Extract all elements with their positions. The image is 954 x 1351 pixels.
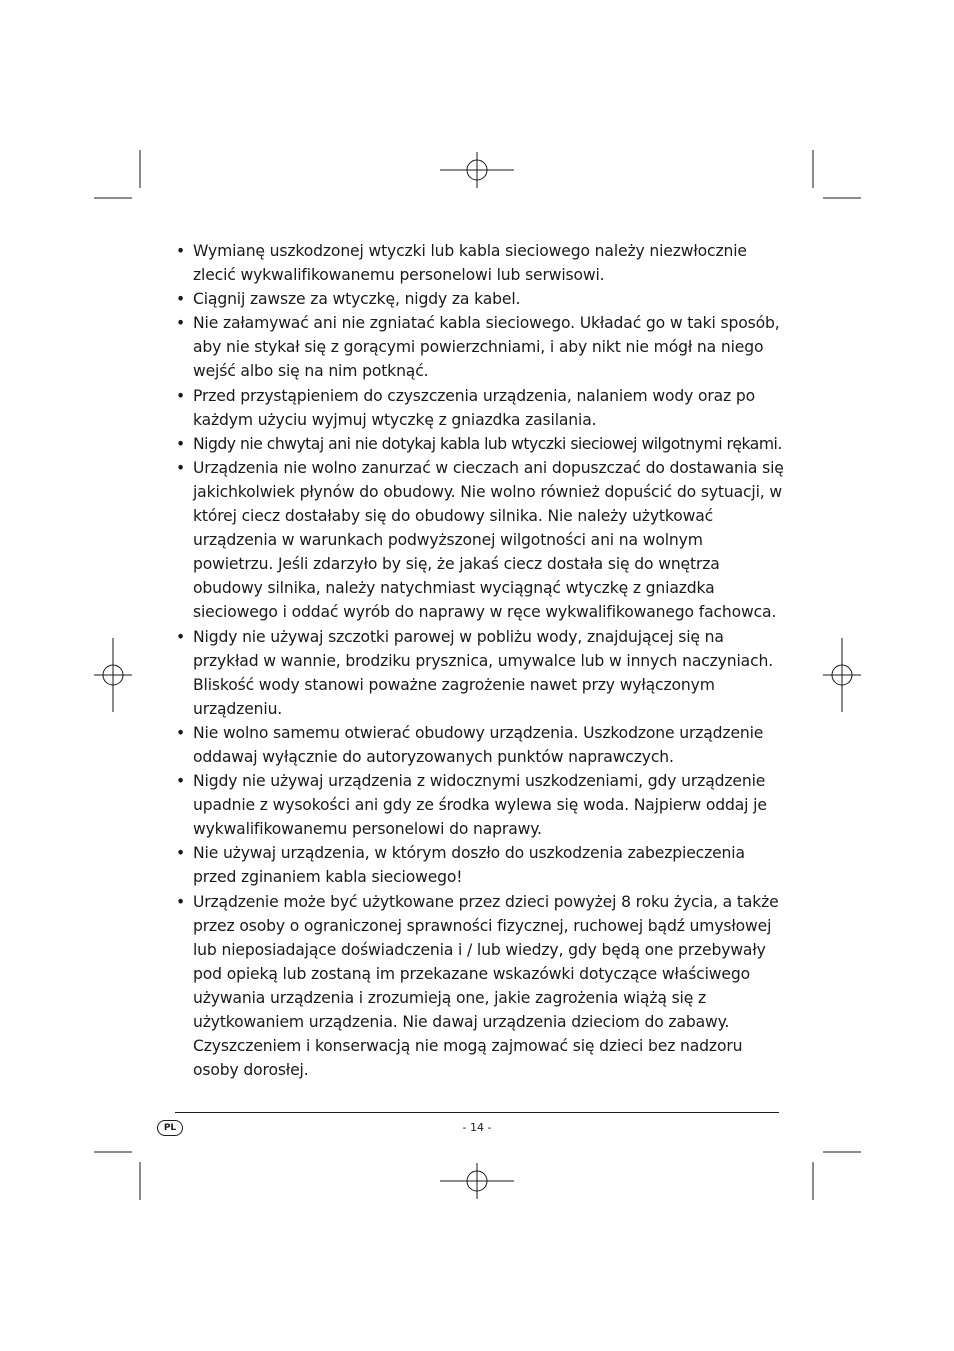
list-item [175,384,785,432]
bullet-icon: • [176,627,186,646]
language-badge: PL [157,1120,183,1136]
bullet-icon: • [176,434,186,453]
bullet-icon: • [176,892,186,911]
item-text: Nie używaj urządzenia, w którym doszło do uszkodzenia zabezpieczenia przed zginaniem kabla sieciowego! [193,844,745,887]
item-text: Przed przystąpieniem do czyszczenia urządzenia, nalaniem wody oraz po każdym użyciu wyjmuj wtyczkę z gniazdka zasilania. [193,386,756,429]
bullet-icon: • [176,242,186,260]
registration-mark-top [440,152,514,188]
list-item [175,239,785,287]
registration-mark-bottom [440,1163,514,1199]
registration-mark-left [94,638,132,712]
item-text: Nigdy nie używaj urządzenia z widocznymi uszkodzeniami, gdy urządzenie upadnie z wysokości ani gdy ze środka wylewa się woda. Najpierw oddaj je wykwalifikowanemu personelowi do naprawy. [193,772,767,839]
bullet-icon: • [176,844,186,863]
item-text: Nigdy nie używaj szczotki parowej w pobliżu wody, znajdującej się na przykład w wannie, brodziku prysznica, umywalce lub w innych naczyniach. Bliskość wody stanowi poważne zagrożenie nawet przy wyłączonym urządzeniu. [193,627,774,718]
list-item [175,456,785,625]
item-text: Nie wolno samemu otwierać obudowy urządzenia. Uszkodzone urządzenie oddawaj wyłącznie do autoryzowanych punktów naprawczych. [193,723,764,766]
registration-mark-right [823,638,861,712]
page-number: - 14 - [462,1121,492,1134]
list-item [175,890,785,1083]
list-item [175,625,785,721]
bullet-icon: • [176,314,186,333]
bullet-icon: • [176,386,186,405]
bullet-icon: • [176,290,186,309]
bullet-icon: • [176,772,186,791]
bullet-icon: • [176,458,186,477]
safety-instructions [175,239,785,1082]
bullet-list [175,239,785,1082]
list-item [175,769,785,841]
list-item [175,721,785,769]
list-item [175,841,785,889]
item-text: Wymianę uszkodzonej wtyczki lub kabla sieciowego należy niezwłocznie zlecić wykwalifikowanemu personelowi lub serwisowi. [193,242,747,285]
item-text: Urządzenie może być użytkowane przez dzieci powyżej 8 roku życia, a także przez osoby o ograniczonej sprawności fizycznej, ruchowej bądź umysłowej lub nieposiadające doświadczenia i / lub wiedzy, gdy będą one przebywały pod opieką lub zostaną im przekazane wskazówki dotyczące właściwego używania urządzenia i zrozumieją one, jakie zagrożenia wiążą się z użytkowaniem urządzenia. Nie dawaj urządzenia dzieciom do zabawy. Czyszczeniem i konserwacją nie mogą zajmować się dzieci bez nadzoru osoby dorosłej. [193,892,779,1080]
footer-divider [175,1112,779,1113]
bullet-icon: • [176,723,186,742]
list-item [175,287,785,311]
list-item [175,432,785,456]
item-text: Nigdy nie chwytaj ani nie dotykaj kabla lub wtyczki sieciowej wilgotnymi rękami. [193,434,782,453]
item-text: Ciągnij zawsze za wtyczkę, nigdy za kabel. [193,290,521,309]
item-text: Urządzenia nie wolno zanurzać w cieczach ani dopuszczać do dostawania się jakichkolwiek płynów do obudowy. Nie wolno również dopuścić do sytuacji, w której ciecz dostałaby się do obudowy silnika. Nie należy użytkować urządzenia w warunkach podwyższonej wilgotności ani na wolnym powietrzu. Jeśli zdarzyło by się, że jakaś ciecz dostała się do wnętrza obudowy silnika, należy natychmiast wyciągnąć wtyczkę z gniazdka sieciowego i oddać wyrób do naprawy w ręce wykwalifikowanego fachowca. [193,458,784,622]
list-item [175,311,785,383]
item-text: Nie załamywać ani nie zgniatać kabla sieciowego. Układać go w taki sposób, aby nie stykał się z gorącymi powierzchniami, i aby nikt nie mógł na niego wejść albo się na nim potknąć. [193,314,780,381]
